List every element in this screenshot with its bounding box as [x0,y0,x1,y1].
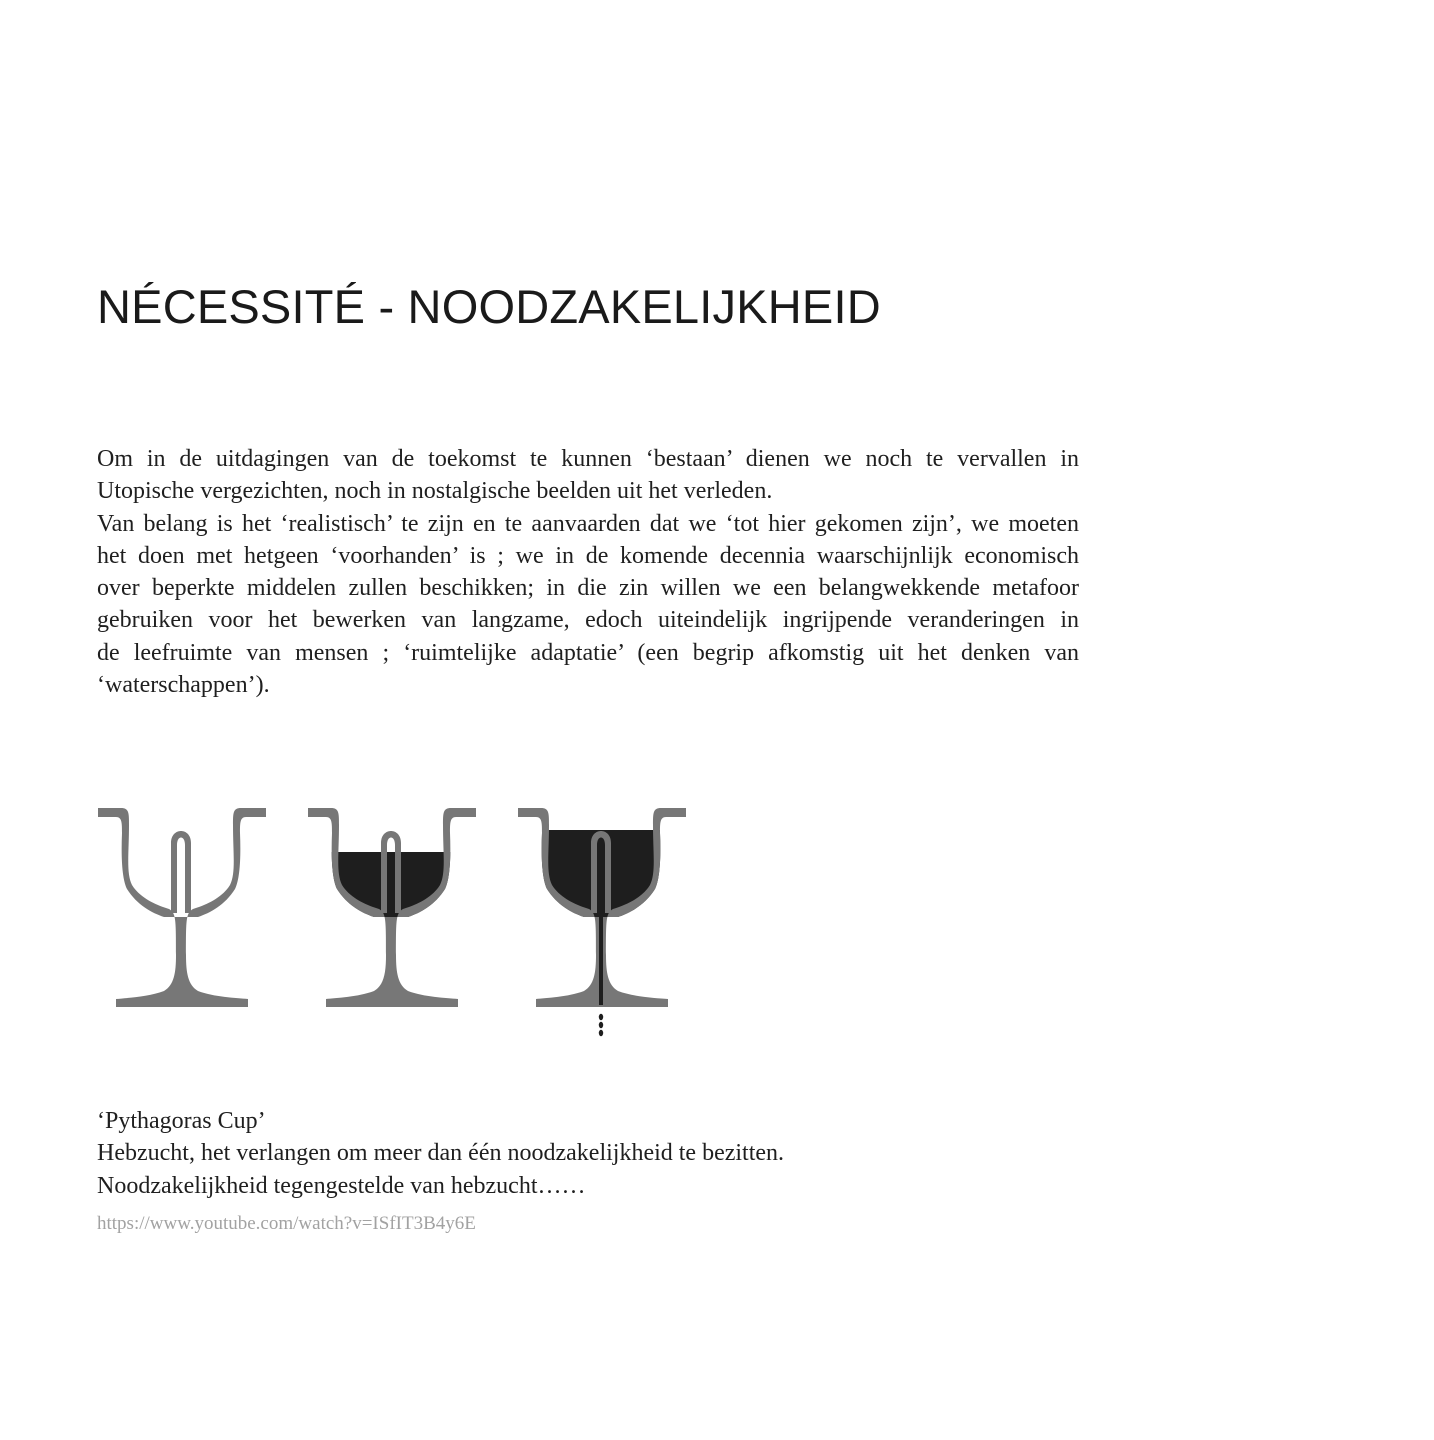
drip-drop [599,1022,603,1028]
body-line: Utopische vergezichten, noch in nostalgische beelden uit het verleden. [97,478,773,505]
pythagoras-cup-illustration [96,805,692,1041]
body-line: Van belang is het ‘realistisch’ te zijn en te aanvaarden dat we ‘tot hier gekomen zijn’, we moeten [97,510,1079,537]
cup-1 [98,808,266,1007]
body-line: de leefruimte van mensen ; ‘ruimtelijke adaptatie’ (een begrip afkomstig uit het denken van [97,639,1079,666]
figure-caption [97,1105,784,1202]
body-line: over beperkte middelen zullen beschikken; in die zin willen we een belangwekkende metafoor [97,575,1079,602]
cup-3 [518,808,686,1036]
body-line: Om in de uitdagingen van de toekomst te kunnen ‘bestaan’ dienen we noch te vervallen in [97,446,1079,472]
caption-line: Hebzucht, het verlangen om meer dan één noodzakelijkheid te bezitten. [97,1140,785,1167]
drip-drop [599,1030,603,1036]
youtube-link[interactable]: https://www.youtube.com/watch?v=ISfIT3B4y6E [97,1213,476,1234]
body-line: het doen met hetgeen ‘voorhanden’ is ; we in de komende decennia waarschijnlijk economisch [97,542,1079,569]
cup-liquid [326,852,456,919]
body-paragraph [97,443,1079,701]
body-line: ‘waterschappen’). [97,672,270,699]
cup-2 [308,808,476,1007]
siphon-liquid [599,841,603,1006]
cup-outline [98,808,266,1007]
caption-line: Noodzakelijkheid tegengestelde van hebzucht…… [97,1172,586,1199]
page-title: NÉCESSITÉ - NOODZAKELIJKHEID [97,280,881,333]
drip-drop [599,1014,603,1020]
caption-title: ‘Pythagoras Cup’ [97,1108,266,1134]
body-line: gebruiken voor het bewerken van langzame, edoch uiteindelijk ingrijpende veranderingen in [97,607,1079,634]
pythagoras-cup-figure [96,805,692,1041]
